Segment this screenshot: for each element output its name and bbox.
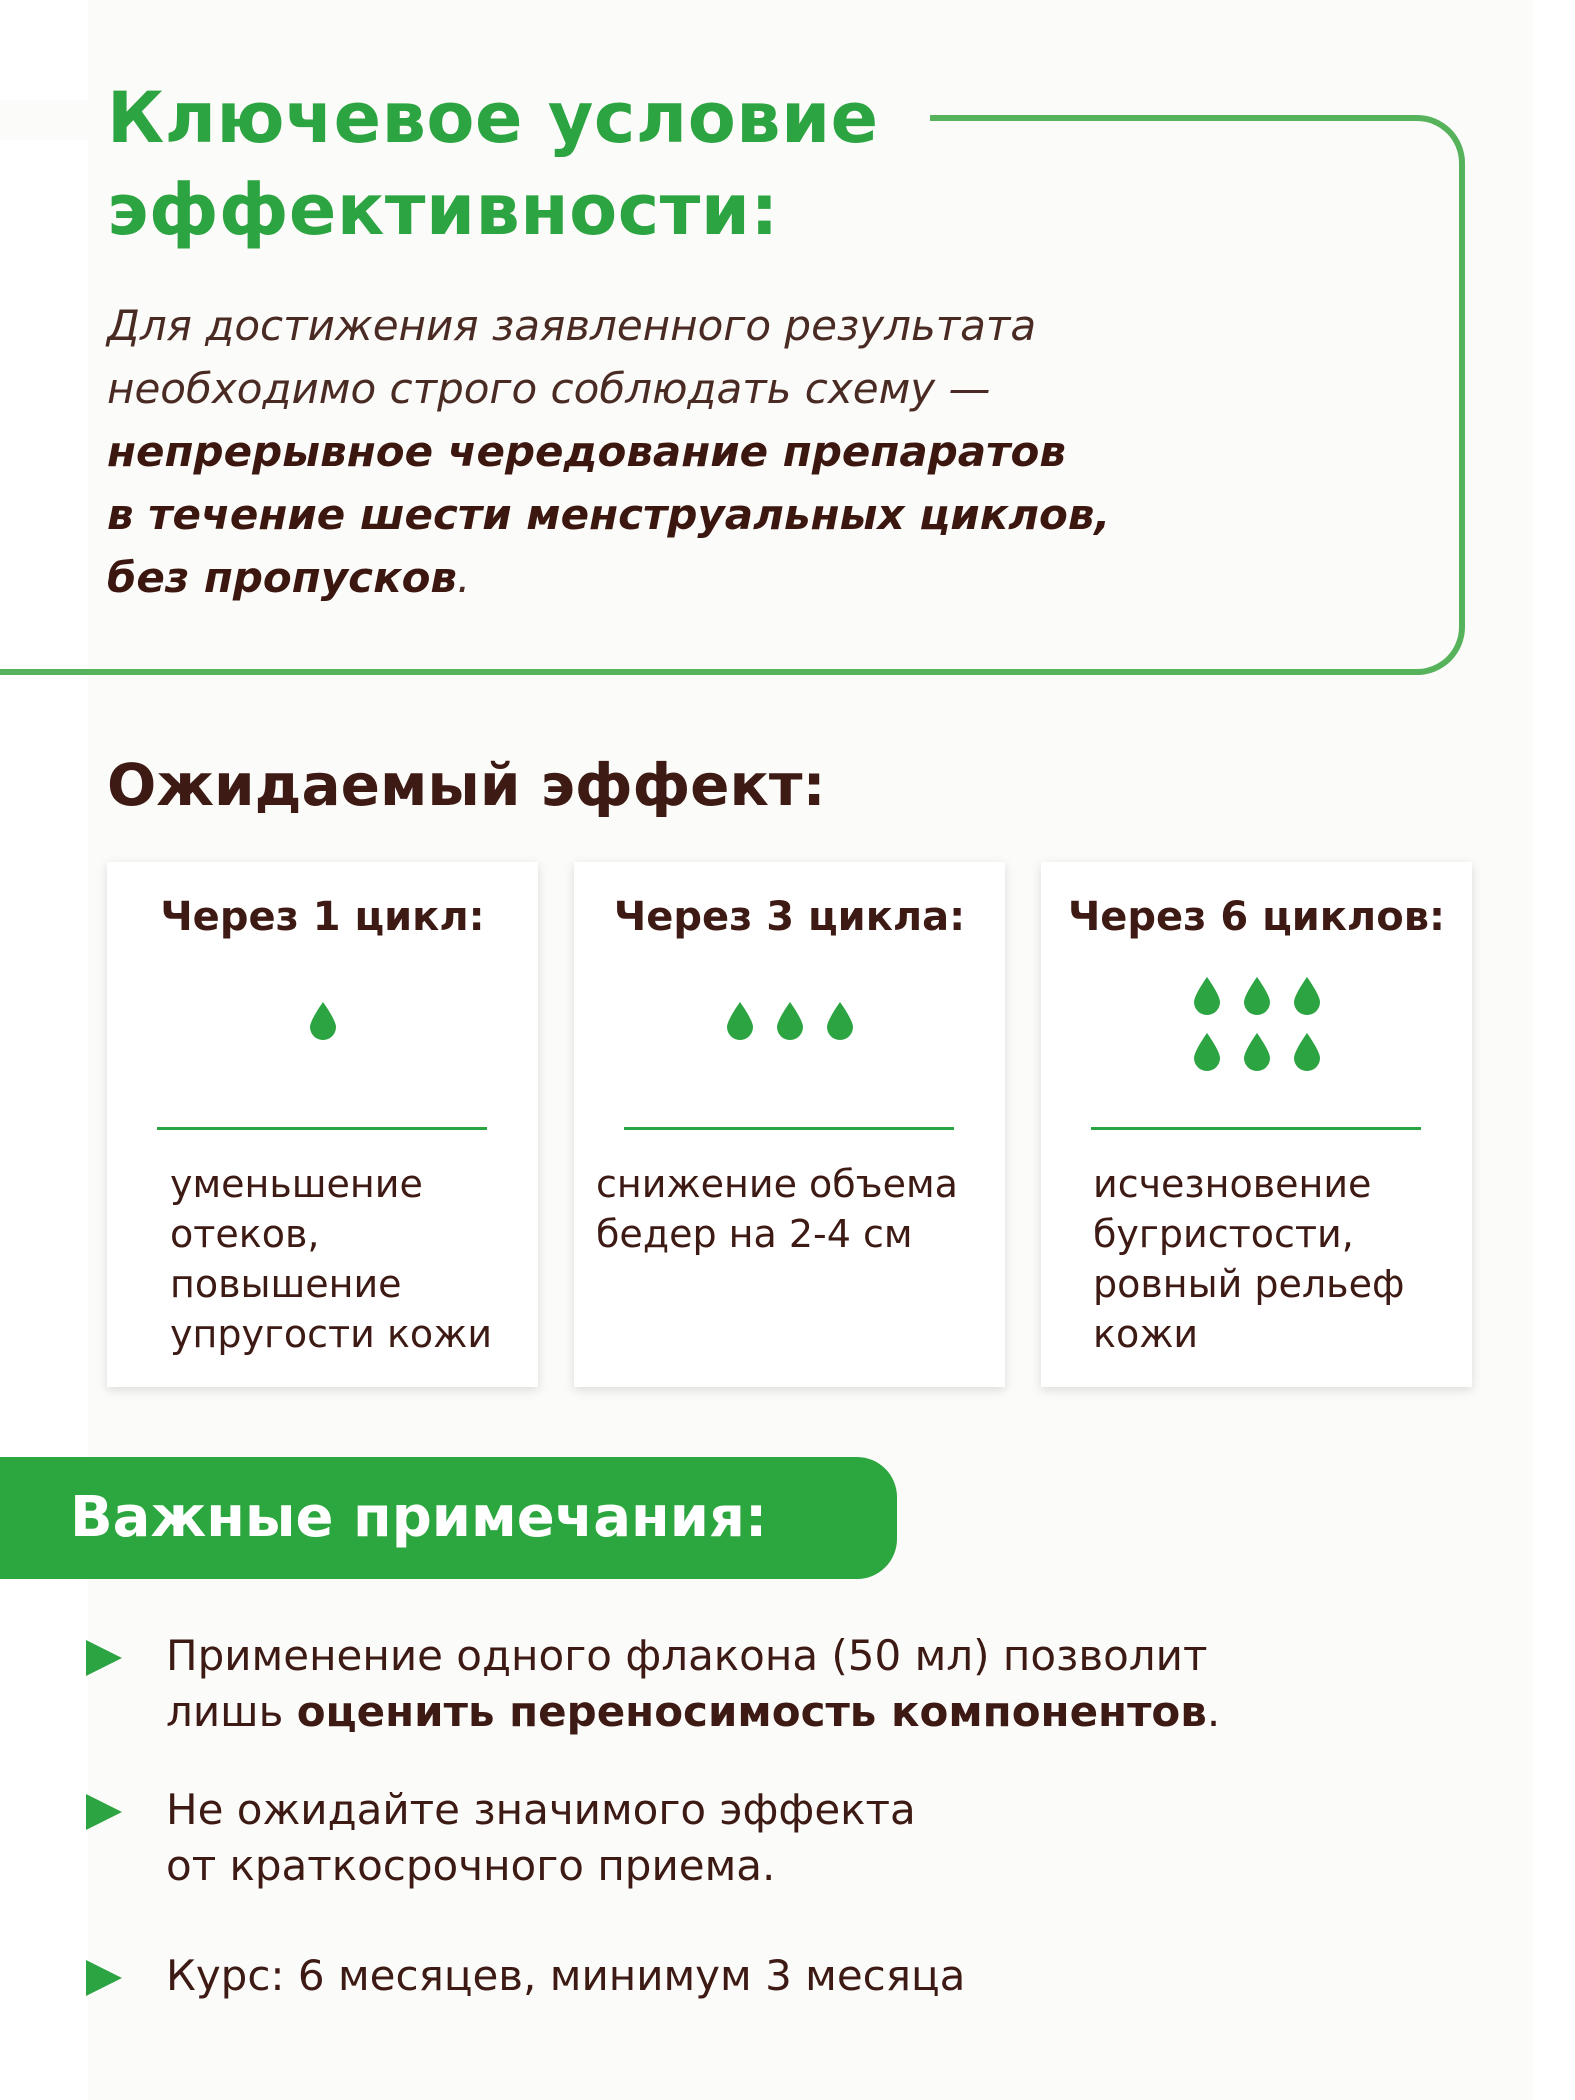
- key-condition-title: [107, 72, 879, 256]
- notes-title: Важные примечания:: [70, 1485, 768, 1550]
- key-text-line1: Для достижения заявленного результата: [107, 301, 1037, 350]
- key-text-bold-line3: без пропусков: [107, 553, 458, 602]
- water-drop-icon: [310, 1002, 336, 1040]
- water-drop-icon: [1244, 977, 1270, 1015]
- note-text-bold: оценить переносимость компонентов: [296, 1687, 1207, 1736]
- play-triangle-icon: [84, 1792, 124, 1832]
- effect-card-text: [1093, 1159, 1404, 1359]
- effect-card-title: Через 6 циклов:: [1067, 894, 1446, 940]
- key-text-bold-line1: непрерывное чередование препаратов: [107, 427, 1066, 476]
- effect-card-text: [596, 1159, 958, 1259]
- water-drop-icon: [1244, 1033, 1270, 1071]
- water-drop-icon: [777, 1002, 803, 1040]
- card-text-line: ровный рельеф: [1093, 1262, 1405, 1306]
- key-text-line2: необходимо строго соблюдать схему —: [107, 364, 991, 413]
- water-drop-icon: [827, 1002, 853, 1040]
- drops-row: [107, 1002, 538, 1058]
- effect-card-1: [107, 862, 538, 1387]
- note-text-line: от краткосрочного приема.: [166, 1841, 776, 1890]
- card-text-line: снижение объема: [596, 1162, 958, 1206]
- card-text-line: уменьшение: [170, 1162, 423, 1206]
- card-text-line: бугристости,: [1093, 1212, 1354, 1256]
- drops-group: [574, 1002, 1005, 1058]
- effect-card-text: [170, 1159, 492, 1359]
- key-text-period: .: [457, 553, 471, 602]
- note-text-line: Применение одного флакона (50 мл) позволит: [166, 1631, 1208, 1680]
- note-text-line: Не ожидайте значимого эффекта: [166, 1785, 916, 1834]
- water-drop-icon: [1294, 1033, 1320, 1071]
- water-drop-icon: [727, 1002, 753, 1040]
- card-divider: [157, 1127, 487, 1130]
- note-text: [166, 1948, 1416, 2004]
- note-text: [166, 1782, 1416, 1894]
- card-text-line: отеков,: [170, 1212, 320, 1256]
- effect-card-3: [574, 862, 1005, 1387]
- water-drop-icon: [1194, 977, 1220, 1015]
- key-text-bold-line2: в течение шести менструальных циклов,: [107, 490, 1111, 539]
- note-text: [166, 1628, 1416, 1740]
- card-text-line: кожи: [1093, 1312, 1199, 1356]
- drops-row: [1041, 977, 1472, 1033]
- card-divider: [1091, 1127, 1421, 1130]
- play-triangle-icon: [84, 1958, 124, 1998]
- card-text-line: исчезновение: [1093, 1162, 1372, 1206]
- effect-card-title: Через 3 цикла:: [613, 894, 966, 940]
- key-condition-title-line2: эффективности:: [107, 169, 779, 251]
- drops-row: [574, 1002, 1005, 1058]
- effect-card-6: [1041, 862, 1472, 1387]
- play-triangle-icon: [84, 1638, 124, 1678]
- card-text-line: бедер на 2-4 см: [596, 1212, 913, 1256]
- water-drop-icon: [1194, 1033, 1220, 1071]
- effect-card-title: Через 1 цикл:: [160, 894, 485, 940]
- expected-effect-title: Ожидаемый эффект:: [107, 751, 826, 819]
- drops-group: [107, 1002, 538, 1058]
- note-text-prefix: лишь: [166, 1687, 297, 1736]
- note-text-suffix: .: [1206, 1687, 1221, 1736]
- notes-banner: [0, 1457, 897, 1579]
- key-condition-text: [107, 294, 1207, 609]
- drops-group: [1041, 977, 1472, 1089]
- card-divider: [624, 1127, 954, 1130]
- key-condition-title-line1: Ключевое условие: [107, 77, 879, 159]
- note-text-line: Курс: 6 месяцев, минимум 3 месяца: [166, 1951, 966, 2000]
- card-text-line: упругости кожи: [170, 1312, 493, 1356]
- card-text-line: повышение: [170, 1262, 402, 1306]
- drops-row: [1041, 1033, 1472, 1089]
- water-drop-icon: [1294, 977, 1320, 1015]
